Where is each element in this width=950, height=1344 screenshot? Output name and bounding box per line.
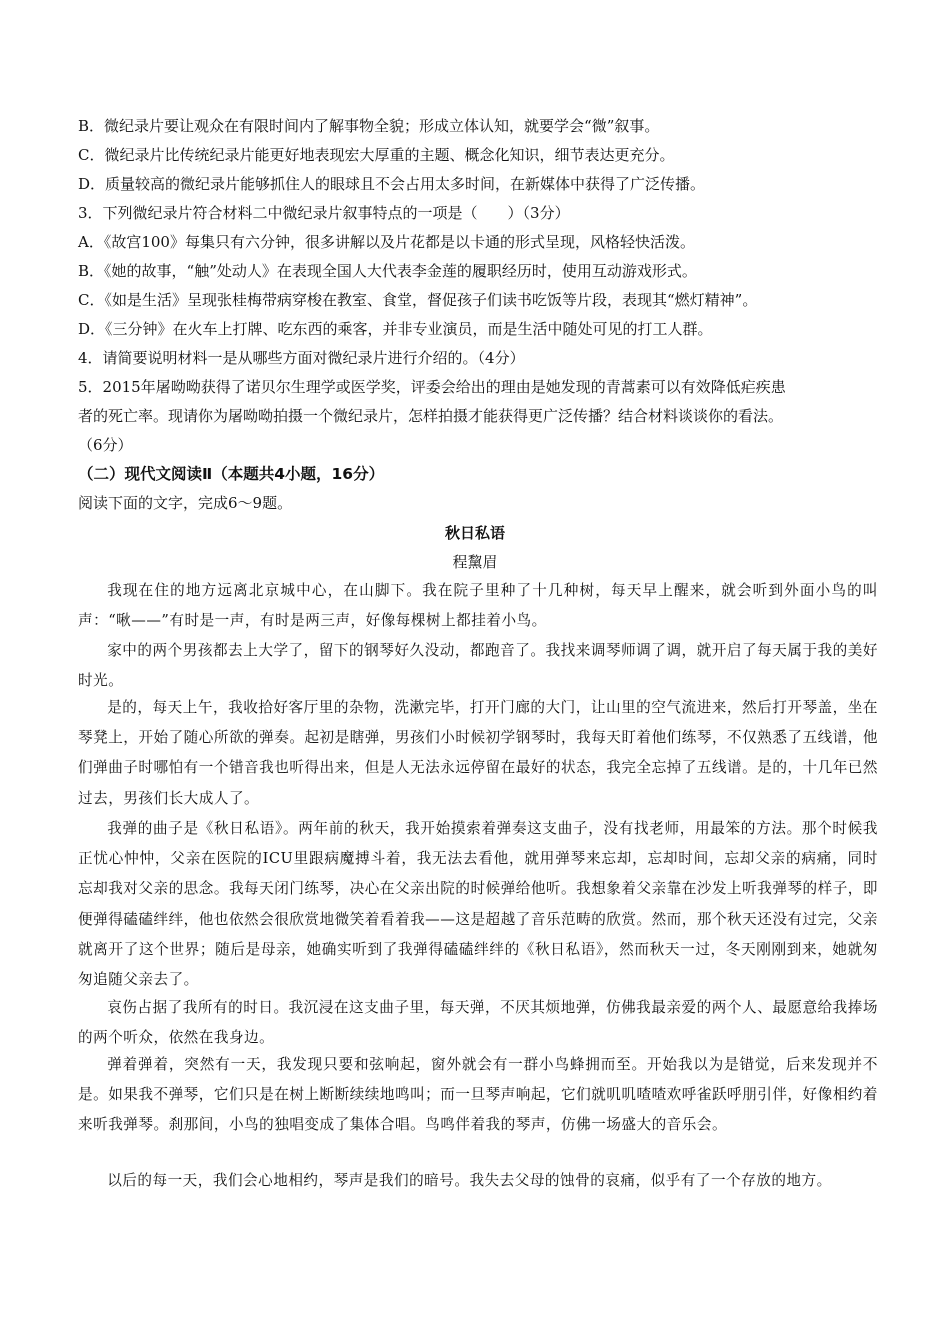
q2-option-d: D．质量较高的微纪录片能够抓住人的眼球且不会占用太多时间，在新媒体中获得了广泛传播。 — [78, 175, 706, 193]
article-paragraph-2: 家中的两个男孩都去上大学了，留下的钢琴好久没动，都跑音了。我找来调琴师调了调，就开启了每天属于我的美好时光。 — [78, 642, 878, 690]
article-paragraph-7: 以后的每一天，我们会心地相约，琴声是我们的暗号。我失去父母的蚀骨的哀痛，似乎有了一个存放的地方。 — [107, 1172, 832, 1189]
q4-stem: 4．请简要说明材料一是从哪些方面对微纪录片进行介绍的。（4分） — [78, 349, 525, 367]
article-paragraph-5: 哀伤占据了我所有的时日。我沉浸在这支曲子里，每天弹，不厌其烦地弹，仿佛我最亲爱的两个人、最愿意给我捧场的两个听众，依然在我身边。 — [78, 999, 878, 1047]
article-paragraph-6: 弹着弹着，突然有一天，我发现只要和弦响起，窗外就会有一群小鸟蜂拥而至。开始我以为是错觉，后来发现并不是。如果我不弹琴，它们只是在树上断断续续地鸣叫；而一旦琴声响起，它们就叽叽喳喳欢呼雀跃呼朋引伴，好像相约着来听我弹琴。刹那间，小鸟的独唱变成了集体合唱。鸟鸣伴着我的琴声，仿佛一场盛大的音乐会。 — [78, 1056, 878, 1134]
q3-option-a: A．《故宫100》每集只有六分钟，很多讲解以及片花都是以卡通的形式呈现，风格轻快活泼。 — [78, 233, 695, 251]
section-instruction: 阅读下面的文字，完成6～9题。 — [78, 494, 293, 512]
q5-line-2: 者的死亡率。现请你为屠呦呦拍摄一个微纪录片，怎样拍摄才能获得更广泛传播？结合材料谈谈你的看法。 — [78, 407, 784, 425]
q5-line-1: 5．2015年屠呦呦获得了诺贝尔生理学或医学奖，评委会给出的理由是她发现的青蒿素可以有效降低疟疾患 — [78, 378, 786, 396]
article-paragraph-1: 我现在住的地方远离北京城中心，在山脚下。我在院子里种了十几种树，每天早上醒来，就会听到外面小鸟的叫声：“啾——”有时是一声，有时是两三声，好像每棵树上都挂着小鸟。 — [78, 582, 878, 630]
q2-option-c: C．微纪录片比传统纪录片能更好地表现宏大厚重的主题、概念化知识，细节表达更充分。 — [78, 146, 675, 164]
q3-stem: 3．下列微纪录片符合材料二中微纪录片叙事特点的一项是（ ）（3分） — [78, 204, 570, 222]
article-paragraph-3: 是的，每天上午，我收拾好客厅里的杂物，洗漱完毕，打开门廊的大门，让山里的空气流进来，然后打开琴盖，坐在琴凳上，开始了随心所欲的弹奏。起初是瞎弹，男孩们小时候初学钢琴时，我每天盯着他们练琴，不仅熟悉了五线谱，他们弹曲子时哪怕有一个错音我也听得出来，但是人无法永远停留在最好的状态，我完全忘掉了五线谱。是的，十几年已然过去，男孩们长大成人了。 — [78, 699, 878, 807]
article-paragraph-4: 我弹的曲子是《秋日私语》。两年前的秋天，我开始摸索着弹奏这支曲子，没有找老师，用最笨的方法。那个时候我正忧心忡忡，父亲在医院的ICU里跟病魔搏斗着，我无法去看他，就用弹琴来忘却，忘却时间，忘却父亲的病痛，同时忘却我对父亲的思念。我每天闭门练琴，决心在父亲出院的时候弹给他听。我想象着父亲靠在沙发上听我弹琴的样子，即便弹得磕磕绊绊，他也依然会很欣赏地微笑着看着我——这是超越了音乐范畴的欣赏。然而，那个秋天还没有过完，父亲就离开了这个世界；随后是母亲，她确实听到了我弹得磕磕绊绊的《秋日私语》，然而秋天一过，冬天刚刚到来，她就匆匆追随父亲去了。 — [78, 820, 878, 989]
article-title: 秋日私语 — [444, 524, 505, 542]
q3-option-b: B．《她的故事，“触”处动人》在表现全国人大代表李金莲的履职经历时，使用互动游戏形式。 — [78, 262, 697, 280]
q3-option-d: D．《三分钟》在火车上打牌、吃东西的乘客，并非专业演员，而是生活中随处可见的打工人群。 — [78, 320, 713, 338]
section-heading: （二）现代文阅读Ⅱ（本题共4小题，16分） — [78, 465, 385, 483]
article-author: 程黧眉 — [452, 553, 498, 571]
q3-option-c: C．《如是生活》呈现张桂梅带病穿梭在教室、食堂，督促孩子们读书吃饭等片段，表现其“燃灯精神”。 — [78, 291, 758, 309]
q5-line-3: （6分） — [78, 436, 133, 454]
q2-option-b: B．微纪录片要让观众在有限时间内了解事物全貌；形成立体认知，就要学会“微”叙事。 — [78, 117, 660, 135]
